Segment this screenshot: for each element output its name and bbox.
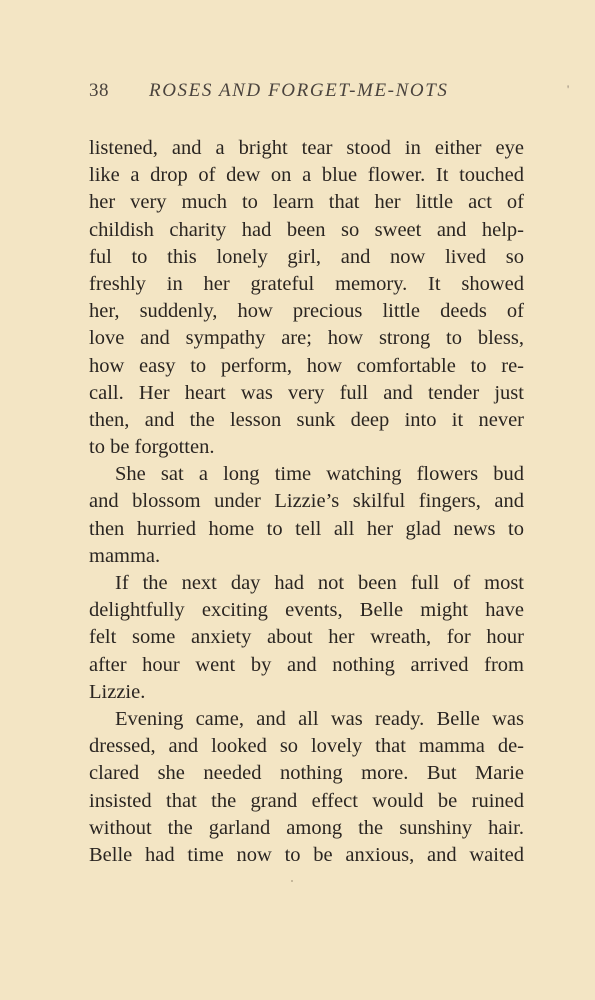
text-line: felt some anxiety about her wreath, for hour (89, 626, 524, 649)
header-tick-mark: ' (567, 82, 570, 96)
text-line: If the next day had not been full of most (115, 572, 524, 594)
text-line: freshly in her grateful memory. It showed (89, 272, 524, 295)
text-line: Lizzie. (89, 680, 146, 703)
text-line: her, suddenly, how precious little deeds of (89, 300, 524, 323)
body-text (89, 135, 524, 869)
text-line: how easy to perform, how comfortable to re- (89, 354, 524, 377)
text-line: call. Her heart was very full and tender just (89, 381, 524, 404)
text-line: ful to this lonely girl, and now lived so (89, 245, 524, 268)
text-line: mamma. (89, 544, 161, 567)
text-line: without the garland among the sunshiny hair. (89, 816, 524, 839)
text-line: insisted that the grand effect would be ruined (89, 789, 524, 812)
running-title: ROSES AND FORGET-ME-NOTS (149, 80, 449, 101)
text-line: delightfully exciting events, Belle might have (89, 599, 524, 622)
text-line: then hurried home to tell all her glad news to (89, 517, 524, 540)
text-line: to be forgotten. (89, 436, 215, 459)
text-line: Evening came, and all was ready. Belle was (115, 707, 524, 730)
text-line: childish charity had been so sweet and help- (89, 218, 524, 241)
text-line: listened, and a bright tear stood in either eye (89, 137, 524, 159)
text-line: clared she needed nothing more. But Marie (89, 762, 524, 785)
paper-speck (291, 880, 293, 882)
text-line: after hour went by and nothing arrived from (89, 653, 524, 676)
text-line: Belle had time now to be anxious, and waited (89, 843, 524, 866)
text-line: her very much to learn that her little act of (89, 191, 524, 214)
text-line: then, and the lesson sunk deep into it never (89, 408, 524, 431)
running-head (89, 80, 570, 110)
text-line: love and sympathy are; how strong to bless, (89, 327, 524, 350)
text-line: dressed, and looked so lovely that mamma de- (89, 735, 524, 758)
page-number: 38 (89, 80, 109, 101)
text-line: and blossom under Lizzie’s skilful fingers, and (89, 490, 524, 513)
text-line: like a drop of dew on a blue flower. It touched (89, 164, 524, 187)
text-line: She sat a long time watching flowers bud (115, 463, 524, 486)
